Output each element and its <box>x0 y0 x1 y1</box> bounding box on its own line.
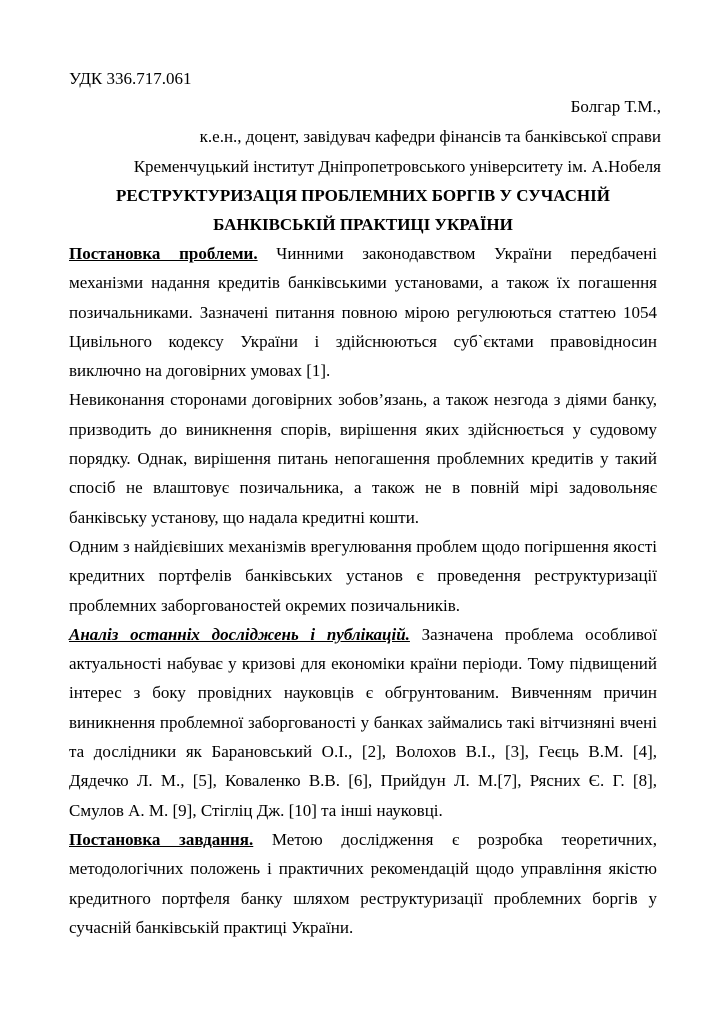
problem-text: Чинними законодавством України передбачені механізми надання кредитів банківськими установами, а також їх погашення позичальниками. Зазначені питання повною мірою регулюються статтею 1054 Цивільного кодексу України і здійснюються суб`єктами правовідносин виключно на договірних умовах [1]. <box>69 244 658 381</box>
paragraph-2: Невиконання сторонами договірних зобов’язань, а також незгода з діями банку, призводить до виникнення спорів, вирішення яких здійснюється у судовому порядку. Однак, вирішення питань непогашення проблемних кредитів у такий спосіб не влаштовує позичальника, а також не в повній мірі задовольняє банківську установу, що надала кредитні кошти. <box>69 390 657 527</box>
analysis-heading: Аналіз останніх досліджень і публікацій. <box>69 624 410 644</box>
task-heading: Постановка завдання. <box>69 829 254 849</box>
paper-body <box>69 239 657 942</box>
task-paragraph <box>69 825 657 942</box>
task-text: Метою дослідження є розробка теоретичних, методологічних положень і практичних рекомендацій щодо управління якістю кредитного портфеля банку шляхом реструктуризації проблемних боргів у сучасній банківській практиці України. <box>69 829 657 937</box>
analysis-paragraph <box>69 620 657 825</box>
author-position: к.е.н., доцент, завідувач кафедри фінансів та банківської справи <box>199 127 661 146</box>
author-name: Болгар Т.М., <box>570 97 661 116</box>
problem-heading: Постановка проблеми. <box>69 244 258 263</box>
author-block <box>134 92 661 182</box>
paper-title <box>69 181 657 239</box>
author-institute: Кременчуцький інститут Дніпропетровського університету ім. А.Нобеля <box>133 157 661 176</box>
udc-code: УДК 336.717.061 <box>69 69 192 88</box>
problem-paragraph <box>69 239 657 385</box>
analysis-text: Зазначена проблема особливої актуальності набуває у кризові для економіки країни періоди. Тому підвищений інтерес з боку провідних науковців є обгрунтованим. Вивченням причин виникнення проблемної заборгованості у банках займались такі вітчизняні вчені та дослідники як Барановський О.І., [2], Волохов В.І., [3], Геєць В.М. [4], Дядечко Л. М., [5], Коваленко В.В. [6], Прийдун Л. М.[7], Рясних Є. Г. [8], Смулов А. М. [9], Стігліц Дж. [10] та інші науковці. <box>69 624 657 820</box>
title-line-1: РЕСТРУКТУРИЗАЦІЯ ПРОБЛЕМНИХ БОРГІВ У СУЧАСНІЙ <box>116 186 610 205</box>
paragraph-3: Одним з найдієвіших механізмів врегулювання проблем щодо погіршення якості кредитних портфелів банківських установ є проведення реструктуризації проблемних заборгованостей окремих позичальників. <box>69 536 657 615</box>
title-line-2: БАНКІВСЬКІЙ ПРАКТИЦІ УКРАЇНИ <box>213 215 513 234</box>
